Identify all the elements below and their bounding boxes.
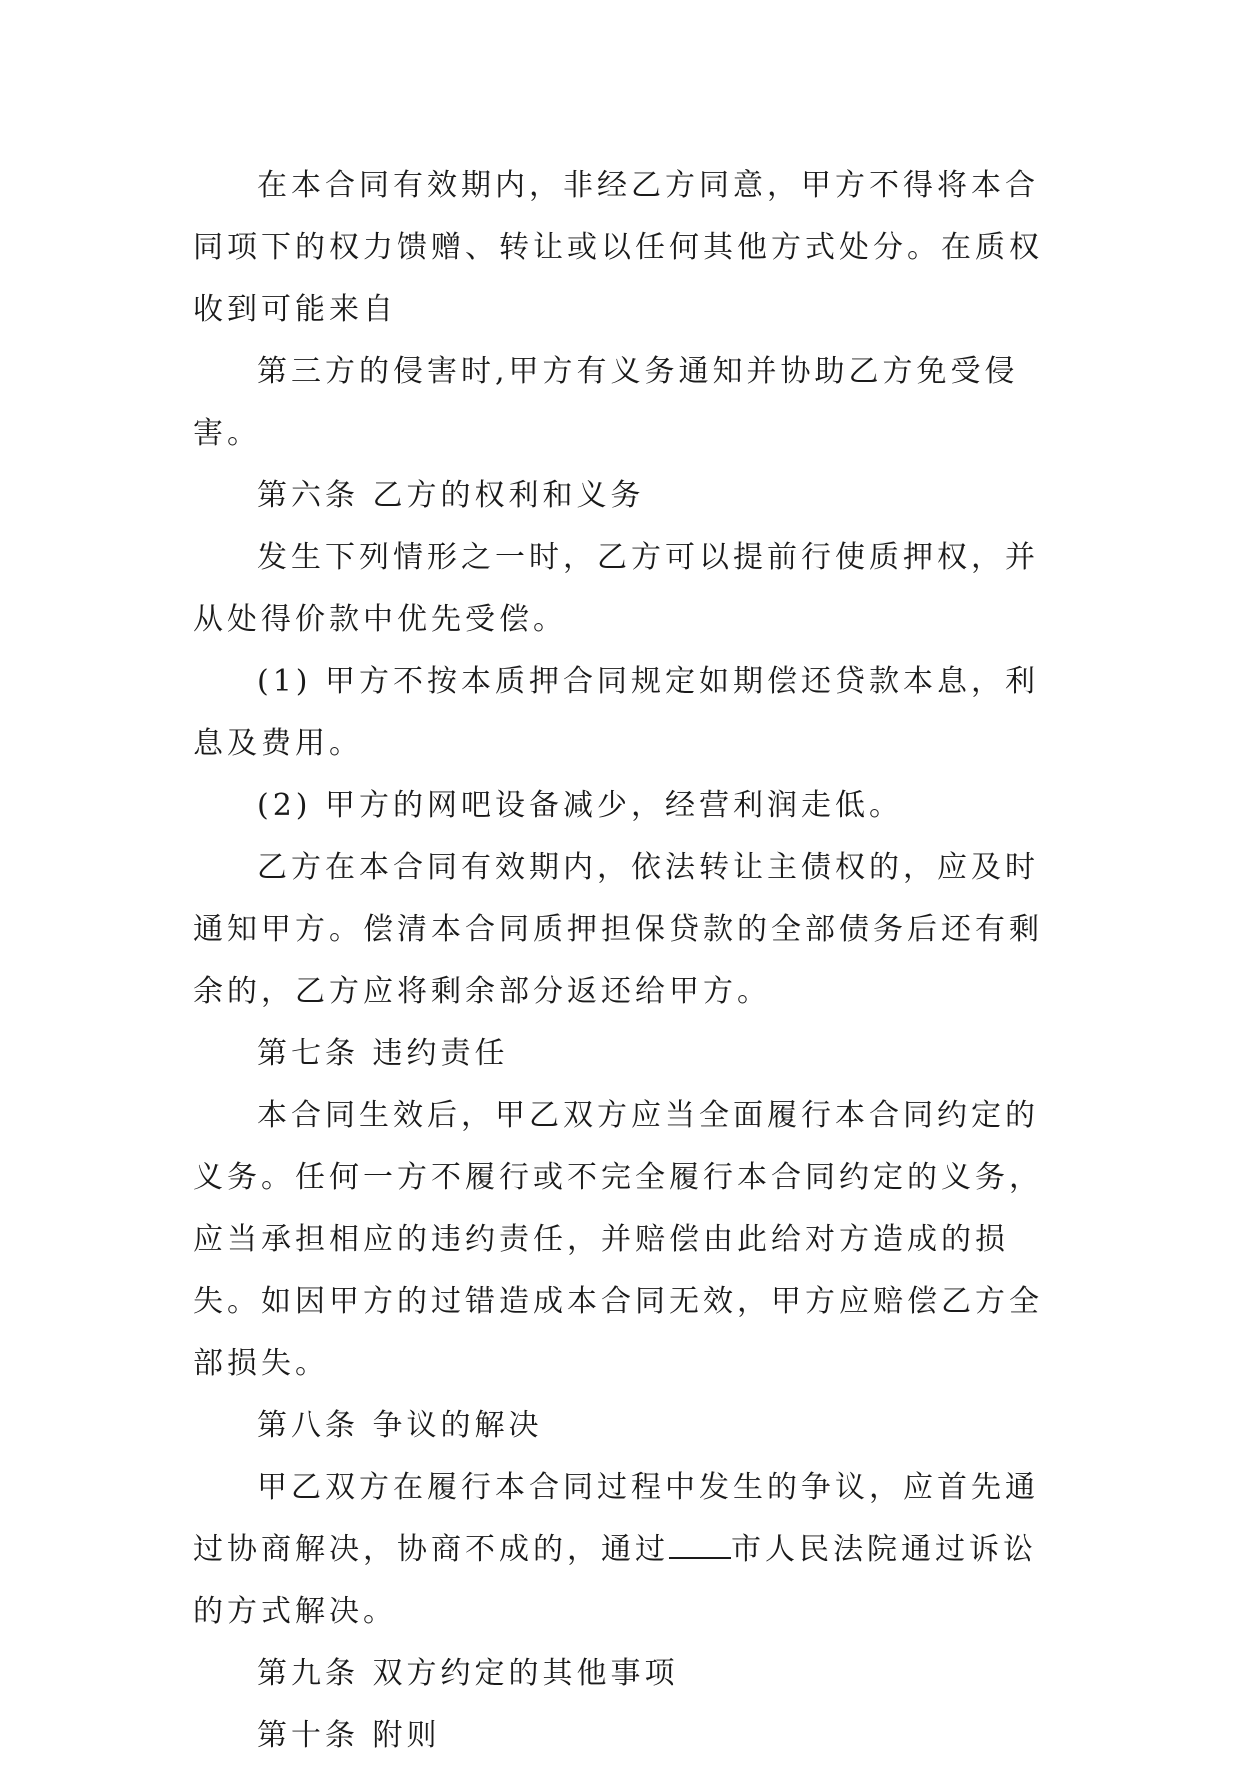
paragraph-pledge-transfer-restriction: 在本合同有效期内，非经乙方同意，甲方不得将本合同项下的权力馈赠、转让或以任何其他方式处分。在质权收到可能来自 xyxy=(193,168,1043,327)
article-7-heading: 第七条 违约责任 xyxy=(257,1036,509,1071)
article-10-heading: 第十条 附则 xyxy=(257,1718,441,1753)
paragraph-breach-liability: 本合同生效后，甲乙双方应当全面履行本合同约定的义务。任何一方不履行或不完全履行本合同约定的义务，应当承担相应的违约责任，并赔偿由此给对方造成的损失。如因甲方的过错造成本合同无效，甲方应赔偿乙方全部损失。 xyxy=(193,1098,1043,1381)
list-item-1: (1) 甲方不按本质押合同规定如期偿还贷款本息，利息及费用。 xyxy=(193,664,1040,761)
paragraph-third-party-infringement: 第三方的侵害时,甲方有义务通知并协助乙方免受侵害。 xyxy=(193,354,1019,451)
dispute-text-part-2: 市人民法院通过诉讼的方式解决。 xyxy=(193,1532,1037,1629)
paragraph-dispute-resolution xyxy=(193,1457,1055,1643)
court-city-blank xyxy=(669,1533,731,1559)
paragraph-claim-transfer: 乙方在本合同有效期内，依法转让主债权的，应及时通知甲方。偿清本合同质押担保贷款的全部债务后还有剩余的，乙方应将剩余部分返还给甲方。 xyxy=(193,850,1043,1009)
dispute-text-part-1: 甲乙双方在履行本合同过程中发生的争议，应首先通过协商解决，协商不成的，通过 xyxy=(193,1470,1039,1567)
document-body xyxy=(193,155,1055,1767)
article-9-heading: 第九条 双方约定的其他事项 xyxy=(257,1656,679,1691)
paragraph-early-enforcement: 发生下列情形之一时，乙方可以提前行使质押权，并从处得价款中优先受偿。 xyxy=(193,540,1039,637)
list-item-2: (2) 甲方的网吧设备减少，经营利润走低。 xyxy=(257,788,904,823)
article-8-heading: 第八条 争议的解决 xyxy=(257,1408,543,1443)
article-6-heading: 第六条 乙方的权利和义务 xyxy=(257,478,645,513)
